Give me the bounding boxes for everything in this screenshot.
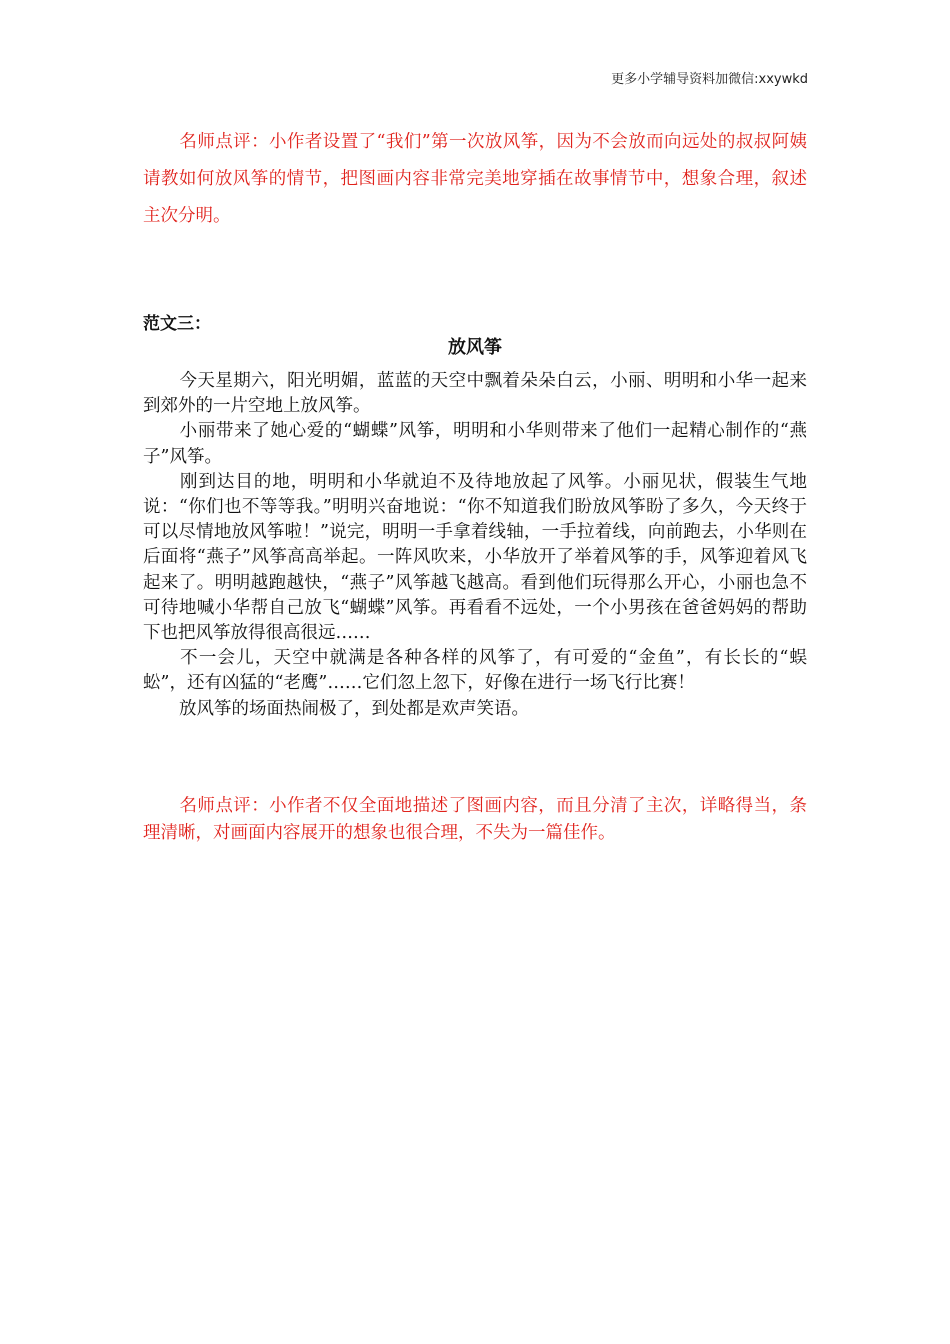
teacher-commentary-2 [143, 793, 807, 847]
essay-paragraph [143, 697, 807, 722]
essay-paragraph [143, 369, 807, 419]
essay-paragraph-text: 今天星期六，阳光明媚，蓝蓝的天空中飘着朵朵白云，小丽、明明和小华一起来到郊外的一片空地上放风筝。 [143, 371, 807, 417]
essay-body [143, 369, 807, 722]
essay-paragraph [143, 419, 807, 469]
essay-paragraph-text: 刚到达目的地，明明和小华就迫不及待地放起了风筝。小丽见状，假装生气地说：“你们也不等等我。”明明兴奋地说：“你不知道我们盼放风筝盼了多久，今天终于可以尽情地放风筝啦！”说完，明明一手拿着线轴，一手拉着线，向前跑去，小华则在后面将“燕子”风筝高高举起。一阵风吹来，小华放开了举着风筝的手，风筝迎着风飞起来了。明明越跑越快，“燕子”风筝越飞越高。看到他们玩得那么开心，小丽也急不可待地喊小华帮自己放飞“蝴蝶”风筝。再看看不远处，一个小男孩在爸爸妈妈的帮助下也把风筝放得很高很远…… [143, 471, 807, 644]
section-label: 范文三： [143, 314, 211, 334]
essay-paragraph-text: 不一会儿，天空中就满是各种各样的风筝了，有可爱的“金鱼”，有长长的“蜈蚣”，还有凶猛的“老鹰”……它们忽上忽下，好像在进行一场飞行比赛！ [143, 648, 807, 694]
teacher-commentary-1 [143, 124, 807, 235]
essay-paragraph [143, 470, 807, 646]
teacher-commentary-1-text: 名师点评：小作者设置了“我们”第一次放风筝，因为不会放而向远处的叔叔阿姨请教如何放风筝的情节，把图画内容非常完美地穿插在故事情节中，想象合理，叙述主次分明。 [143, 132, 807, 226]
essay-title: 放风筝 [448, 337, 502, 358]
teacher-commentary-2-text: 名师点评：小作者不仅全面地描述了图画内容，而且分清了主次，详略得当，条理清晰，对画面内容展开的想象也很合理，不失为一篇佳作。 [143, 796, 807, 843]
essay-paragraph [143, 646, 807, 696]
essay-paragraph-text: 放风筝的场面热闹极了，到处都是欢声笑语。 [179, 698, 529, 719]
header-note: 更多小学辅导资料加微信:xxywkd [611, 72, 808, 87]
essay-paragraph-text: 小丽带来了她心爱的“蝴蝶”风筝，明明和小华则带来了他们一起精心制作的“燕子”风筝。 [143, 421, 807, 467]
